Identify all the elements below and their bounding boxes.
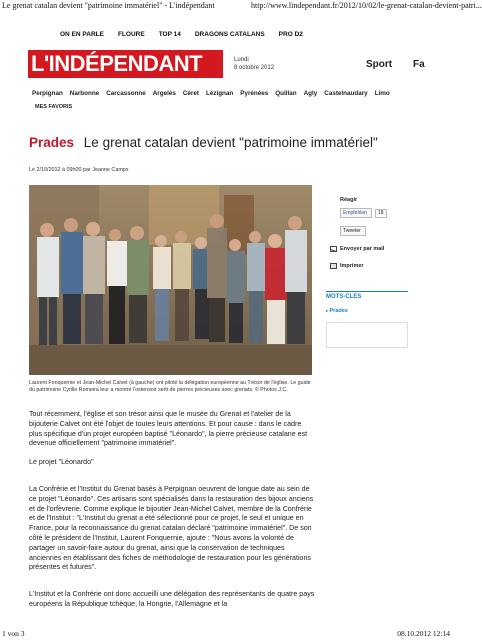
favorites-link[interactable]: MES FAVORIS	[35, 104, 73, 110]
city-nav-item[interactable]: Pyrénées	[240, 90, 269, 97]
city-nav-item[interactable]: Lézignan	[205, 90, 234, 97]
city-nav-item[interactable]: Limo	[374, 90, 390, 97]
photo-caption: Laurent Fonquernie et Jean-Michel Calvet (à gauche) ont piloté la délégation européenne au Trésor de l'église. Le guide du patrimoine Cyrille Romeira leur a montré l'ostensoir serti de pierres précieuses avec grenats. © Photos J.C.	[29, 380, 311, 393]
article-title	[29, 135, 378, 150]
article-photo	[29, 185, 312, 375]
group-photo-image	[29, 185, 312, 375]
date-display	[234, 56, 274, 72]
tags-heading: MOTS-CLES	[326, 291, 408, 300]
city-nav-item[interactable]: Céret	[182, 90, 199, 97]
page-count: 1 von 3	[2, 629, 25, 638]
city-nav-item[interactable]: Agly	[303, 90, 318, 97]
city-nav-item[interactable]: Quillan	[275, 90, 297, 97]
print-link[interactable]	[330, 263, 364, 269]
city-nav-item[interactable]: Castelnaudary	[324, 90, 368, 97]
article-paragraph: Tout récemment, l'église et son trésor ainsi que le musée du Grenat et l'atelier de la bijouterie Calvet ont été l'objet de toutes leurs attentions. Et pour cause : dans le cadre plus spécifique d'un projet européen baptisé "Léonardo", la pierre précieuse catalane est devenue officiellement "patrimoine immatériel".	[29, 410, 308, 448]
city-nav-item[interactable]: Argelès	[152, 90, 176, 97]
print-header-url: http://www.lindependant.fr/2012/10/02/le-grenat-catalan-devient-patri...	[251, 1, 482, 10]
city-nav-item[interactable]: Carcassonne	[106, 90, 146, 97]
site-logo[interactable]: L'INDÉPENDANT	[28, 50, 223, 78]
city-nav-item[interactable]: Perpignan	[32, 90, 63, 97]
print-footer	[0, 629, 452, 639]
printer-icon	[330, 263, 337, 269]
email-label: Envoyer par mail	[340, 246, 385, 252]
email-link[interactable]	[330, 246, 384, 252]
section-sport-link[interactable]: Sport	[366, 59, 393, 70]
article-paragraph: L'Institut et la Confrérie ont donc accueilli une délégation des représentants de quatre pays européens la République tchèque, la Hongrie, l'Allemagne et la	[29, 590, 315, 608]
article-subheading: Le projet "Léonardo"	[29, 458, 94, 466]
facebook-recommend-button[interactable]: Empfehlen	[340, 208, 372, 218]
top-nav	[60, 31, 303, 38]
city-nav-item[interactable]: Narbonne	[69, 90, 100, 97]
print-header	[0, 0, 482, 12]
top-nav-item[interactable]: ON EN PARLE	[60, 31, 104, 38]
recommend-count: 18	[375, 209, 387, 218]
article-byline: Le 2/10/2012 à 09h00 par Jeanne Camps	[29, 167, 129, 173]
tweet-button[interactable]: Tweeter	[340, 226, 366, 236]
tag-link[interactable]: ▸ Prades	[326, 308, 348, 314]
top-nav-item[interactable]: DRAGONS CATALANS	[194, 31, 265, 38]
top-nav-item[interactable]: PRO D2	[278, 31, 303, 38]
top-nav-item[interactable]: FLOURE	[117, 31, 145, 38]
article-headline: Le grenat catalan devient "patrimoine immatériel"	[83, 135, 378, 150]
article-paragraph: La Confrérie et l'Institut du Grenat basés à Perpignan oeuvrent de longue date au sein de ce projet "Léonardo". Ces artisans sont spécialisés dans la restauration des bijoux anciens et de l'orfèvrerie. Comme explique le bijoutier Jean-Michel Calvet, membre de la Confrérie et de l'Institut : "L'Institut du grenat a été sélectionné pour ce projet, le seul et unique en France, pour la reconnaissance du grenat catalan déclaré "patrimoine immatériel". De son côté le président de l'Institut, Laurent Fonquernie, ajoute : "Nous avons la volonté de partager un savoir-faire autour du grenat, ainsi que la conservation de techniques anciennes en établissant des fiches de méthodologie de restauration pour les générations présentes et futures".	[29, 485, 314, 572]
print-header-title: Le grenat catalan devient "patrimoine immatériel" - L'indépendant	[2, 1, 215, 10]
date-day: Lundi	[234, 57, 249, 63]
top-nav-item[interactable]: TOP 14	[158, 31, 181, 38]
print-timestamp: 08.10.2012 12:14	[397, 629, 450, 638]
city-nav	[32, 90, 452, 97]
envelope-icon	[330, 246, 337, 252]
article-city[interactable]: Prades	[29, 135, 75, 150]
print-label: Imprimer	[340, 263, 364, 269]
sidebar-empty-box	[326, 322, 408, 348]
date-full: 8 octobre 2012	[234, 65, 275, 71]
react-link[interactable]: Réagir	[340, 197, 358, 203]
section-other-link[interactable]: Fa	[413, 59, 425, 70]
